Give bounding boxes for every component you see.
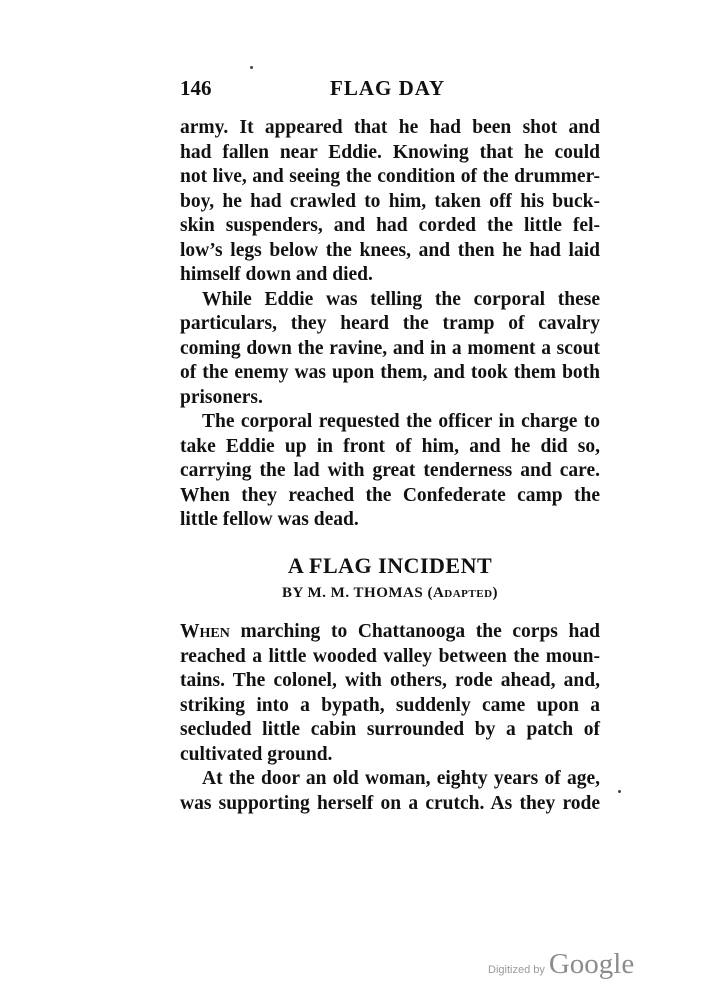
paragraph-corporal-request <box>180 410 600 533</box>
text-line: cultivated ground. <box>180 743 333 765</box>
text-line: little fellow was dead. <box>180 509 359 530</box>
text-line: coming down the ravine, and in a moment a scout <box>180 337 600 359</box>
paragraph-chattanooga <box>180 620 600 767</box>
text-line: When they reached the Confederate camp the <box>180 484 600 506</box>
text-line: prisoners. <box>180 386 263 408</box>
text-line: At the door an old woman, eighty years of age, <box>202 768 600 789</box>
text-line: boy, he had crawled to him, taken off his buck- <box>180 190 600 212</box>
text-line: carrying the lad with great tenderness and care. <box>180 460 600 481</box>
paragraph-continuation <box>180 116 600 288</box>
page-number: 146 <box>180 76 212 100</box>
text-line: of the enemy was upon them, and took them both <box>180 362 600 383</box>
text-line: tains. The colonel, with others, rode ahead, and, <box>180 670 600 691</box>
paragraph-eddie-telling <box>180 288 600 411</box>
running-title: FLAG DAY <box>330 76 446 100</box>
text-line: skin suspenders, and had corded the little fel- <box>180 215 600 236</box>
text-line-first <box>180 620 600 645</box>
text-line: low’s legs below the knees, and then he had laid <box>180 239 600 261</box>
byline-author: BY M. M. THOMAS <box>281 585 424 601</box>
text-line: secluded little cabin surrounded by a patch of <box>180 719 600 740</box>
text-line: The corporal requested the officer in charge to <box>202 411 600 432</box>
digitized-by-label: Digitized by <box>488 964 545 976</box>
google-logo: Google <box>548 948 635 980</box>
first-line-rest: marching to Chattanooga the corps had <box>229 621 600 642</box>
scan-speck <box>250 66 253 69</box>
section-title: A FLAG INCIDENT <box>287 553 493 578</box>
text-line: not live, and seeing the condition of the drummer- <box>180 166 600 187</box>
drop-word: When <box>180 621 230 642</box>
byline-adapted: (Adapted) <box>427 585 499 601</box>
scan-speck <box>618 790 621 793</box>
text-line: himself down and died. <box>180 264 373 285</box>
byline <box>180 585 600 602</box>
text-line: While Eddie was telling the corporal these <box>202 288 600 310</box>
running-head <box>180 76 600 106</box>
text-line: reached a little wooded valley between the moun- <box>180 645 600 667</box>
text-line: was supporting herself on a crutch. As they rode <box>180 792 600 814</box>
text-line: striking into a bypath, suddenly came upon a <box>180 694 600 716</box>
text-line: had fallen near Eddie. Knowing that he could <box>180 141 600 163</box>
digitized-watermark <box>488 948 634 980</box>
paragraph-old-woman <box>180 767 600 816</box>
text-line: army. It appeared that he had been shot and <box>180 117 600 138</box>
text-line: take Eddie up in front of him, and he did so, <box>180 435 600 457</box>
text-line: particulars, they heard the tramp of cavalry <box>180 313 600 334</box>
